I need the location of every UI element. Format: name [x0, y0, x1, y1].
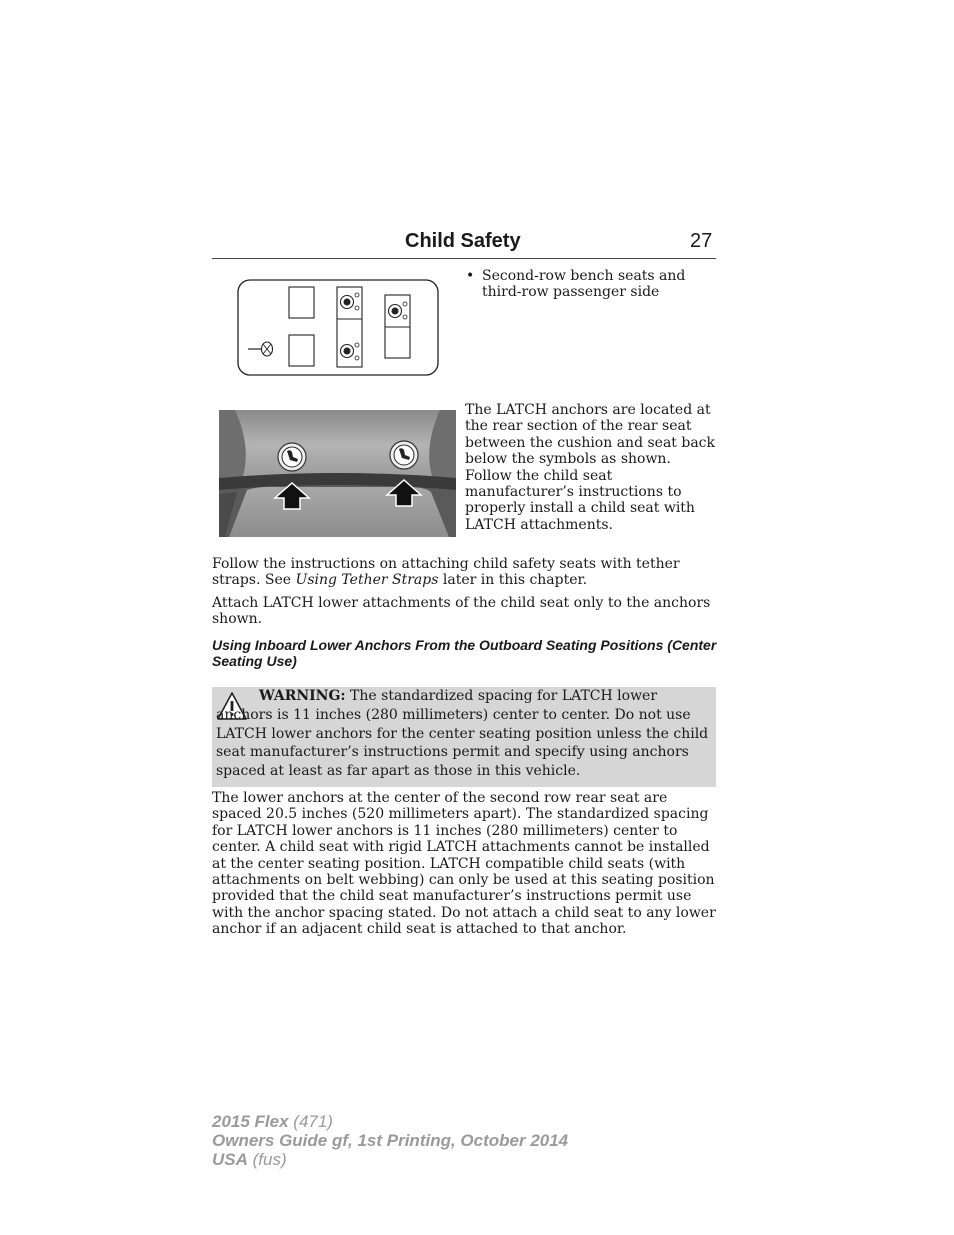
footer-market-name: USA: [212, 1150, 248, 1169]
page-number: 27: [690, 230, 713, 252]
footer-model-name: 2015 Flex: [212, 1112, 289, 1131]
bullet-marker: •: [466, 268, 475, 284]
footer-market: [212, 1150, 287, 1169]
attach-paragraph: Attach LATCH lower attachments of the child seat only to the anchors shown.: [212, 595, 711, 628]
warning-box: [212, 687, 716, 787]
warning-body: The standardized spacing for LATCH lower anchors is 11 inches (280 millimeters) center to center. Do not use LATCH lower anchors for the center seating position unless the child seat manufacturer’s instructions permit and specify using anchors spaced at least as far apart as those in this vehicle.: [216, 688, 709, 780]
header-divider: [212, 258, 716, 259]
latch-location-paragraph: The LATCH anchors are located at the rear section of the rear seat between the cushion and seat back below the symbols as shown. Follow the child seat manufacturer’s instructions to properly install a child seat with LATCH attachments.: [465, 402, 716, 533]
latch-anchor-illustration: [219, 410, 456, 537]
warning-label: WARNING:: [259, 688, 346, 704]
tether-text-before: Follow the instructions on attaching child safety seats with tether straps. See: [212, 556, 680, 589]
child-seat-symbol-icon: [390, 441, 418, 469]
tether-paragraph: [212, 556, 718, 589]
tether-text-after: later in this chapter.: [438, 572, 588, 589]
footer-printing: Owners Guide gf, 1st Printing, October 2014: [212, 1131, 569, 1150]
front-seat-right: [289, 287, 314, 318]
warning-text: [216, 687, 712, 781]
front-seat-left: [289, 335, 314, 366]
section-title: Child Safety: [405, 230, 521, 252]
footer-market-code: (fus): [247, 1150, 287, 1169]
footer-model-code: (471): [288, 1112, 333, 1131]
subheading: Using Inboard Lower Anchors From the Outboard Seating Positions (Center Seating Use): [212, 637, 717, 670]
seat-layout-diagram: [237, 279, 439, 376]
bullet-text: Second-row bench seats and third-row passenger side: [482, 268, 686, 301]
tether-reference: Using Tether Straps: [295, 572, 439, 589]
footer-model: [212, 1112, 333, 1131]
child-seat-symbol-icon: [278, 443, 306, 471]
center-anchor-paragraph: The lower anchors at the center of the second row rear seat are spaced 20.5 inches (520 millimeters apart). The standardized spacing for LATCH lower anchors is 11 inches (280 millimeters) center to center. A child seat with rigid LATCH attachments cannot be installed at the center seating position. LATCH compatible child seats (with attachments on belt webbing) can only be used at this seating position provided that the child seat manufacturer’s instructions permit use with the anchor spacing stated. Do not attach a child seat to any lower anchor if an adjacent child seat is attached to that anchor.: [212, 790, 716, 938]
